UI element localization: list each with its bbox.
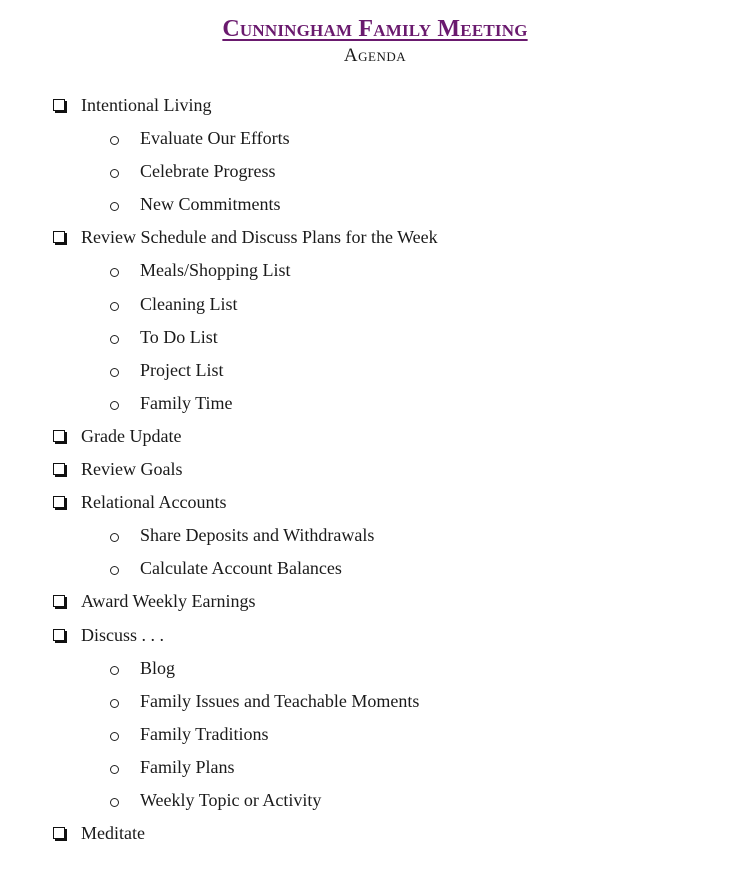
agenda-item bbox=[0, 420, 736, 453]
agenda-subitem-label: Project List bbox=[140, 359, 224, 380]
circle-bullet-icon bbox=[110, 202, 119, 211]
agenda-item bbox=[0, 486, 736, 519]
circle-bullet-icon bbox=[110, 335, 119, 344]
agenda-subitem bbox=[0, 552, 736, 585]
agenda-subitem-label: Weekly Topic or Activity bbox=[140, 789, 322, 810]
page-subtitle: Agenda bbox=[343, 45, 407, 66]
agenda-item-label: Discuss . . . bbox=[81, 624, 165, 645]
checkbox-bullet-icon bbox=[53, 231, 65, 243]
agenda-subitem-label: New Commitments bbox=[140, 194, 281, 215]
checkbox-bullet-icon bbox=[53, 629, 65, 641]
agenda-subitem-label: Evaluate Our Efforts bbox=[140, 128, 290, 149]
agenda-item-label: Review Goals bbox=[81, 459, 183, 480]
circle-bullet-icon bbox=[110, 268, 119, 277]
agenda-item bbox=[0, 817, 736, 850]
agenda-subitem-label: Family Traditions bbox=[140, 723, 269, 744]
checkbox-bullet-icon bbox=[53, 99, 65, 111]
circle-bullet-icon bbox=[110, 798, 119, 807]
circle-bullet-icon bbox=[110, 732, 119, 741]
agenda-subitem bbox=[0, 155, 736, 188]
page-title: Cunningham Family Meeting bbox=[222, 16, 528, 42]
agenda-subitem bbox=[0, 354, 736, 387]
agenda-subitem bbox=[0, 122, 736, 155]
agenda-subitem-label: To Do List bbox=[140, 326, 218, 347]
circle-bullet-icon bbox=[110, 666, 119, 675]
checkbox-bullet-icon bbox=[53, 463, 65, 475]
circle-bullet-icon bbox=[110, 765, 119, 774]
document-header bbox=[0, 14, 736, 68]
agenda-item-label: Grade Update bbox=[81, 425, 182, 446]
circle-bullet-icon bbox=[110, 699, 119, 708]
agenda-subitem-label: Family Plans bbox=[140, 756, 235, 777]
agenda-item bbox=[0, 585, 736, 618]
agenda-item bbox=[0, 453, 736, 486]
agenda-subitem bbox=[0, 288, 736, 321]
agenda-subitem bbox=[0, 387, 736, 420]
circle-bullet-icon bbox=[110, 533, 119, 542]
circle-bullet-icon bbox=[110, 302, 119, 311]
agenda-subitem bbox=[0, 652, 736, 685]
agenda-item bbox=[0, 89, 736, 122]
agenda-subitem bbox=[0, 718, 736, 751]
agenda-subitem-label: Family Issues and Teachable Moments bbox=[140, 690, 420, 711]
agenda-item-label: Relational Accounts bbox=[81, 492, 227, 513]
agenda-subitem-label: Celebrate Progress bbox=[140, 161, 276, 182]
agenda-item bbox=[0, 619, 736, 652]
circle-bullet-icon bbox=[110, 136, 119, 145]
agenda-subitem-label: Meals/Shopping List bbox=[140, 260, 291, 281]
agenda-subitem bbox=[0, 784, 736, 817]
checkbox-bullet-icon bbox=[53, 496, 65, 508]
agenda-subitem-label: Cleaning List bbox=[140, 293, 238, 314]
agenda-item-label: Meditate bbox=[81, 823, 145, 844]
circle-bullet-icon bbox=[110, 169, 119, 178]
checkbox-bullet-icon bbox=[53, 430, 65, 442]
agenda-item-label: Award Weekly Earnings bbox=[81, 591, 256, 612]
circle-bullet-icon bbox=[110, 566, 119, 575]
agenda-list bbox=[0, 89, 736, 850]
agenda-subitem bbox=[0, 321, 736, 354]
agenda-subitem-label: Family Time bbox=[140, 392, 233, 413]
checkbox-bullet-icon bbox=[53, 595, 65, 607]
agenda-item-label: Review Schedule and Discuss Plans for the Week bbox=[81, 227, 438, 248]
agenda-subitem bbox=[0, 751, 736, 784]
agenda-subitem-label: Calculate Account Balances bbox=[140, 558, 342, 579]
agenda-item-label: Intentional Living bbox=[81, 95, 212, 115]
agenda-subitem bbox=[0, 188, 736, 221]
agenda-subitem-label: Share Deposits and Withdrawals bbox=[140, 525, 375, 546]
agenda-subitem bbox=[0, 519, 736, 552]
agenda-item bbox=[0, 221, 736, 254]
agenda-subitem bbox=[0, 685, 736, 718]
circle-bullet-icon bbox=[110, 401, 119, 410]
agenda-subitem-label: Blog bbox=[140, 657, 176, 678]
circle-bullet-icon bbox=[110, 368, 119, 377]
agenda-subitem bbox=[0, 254, 736, 287]
checkbox-bullet-icon bbox=[53, 827, 65, 839]
